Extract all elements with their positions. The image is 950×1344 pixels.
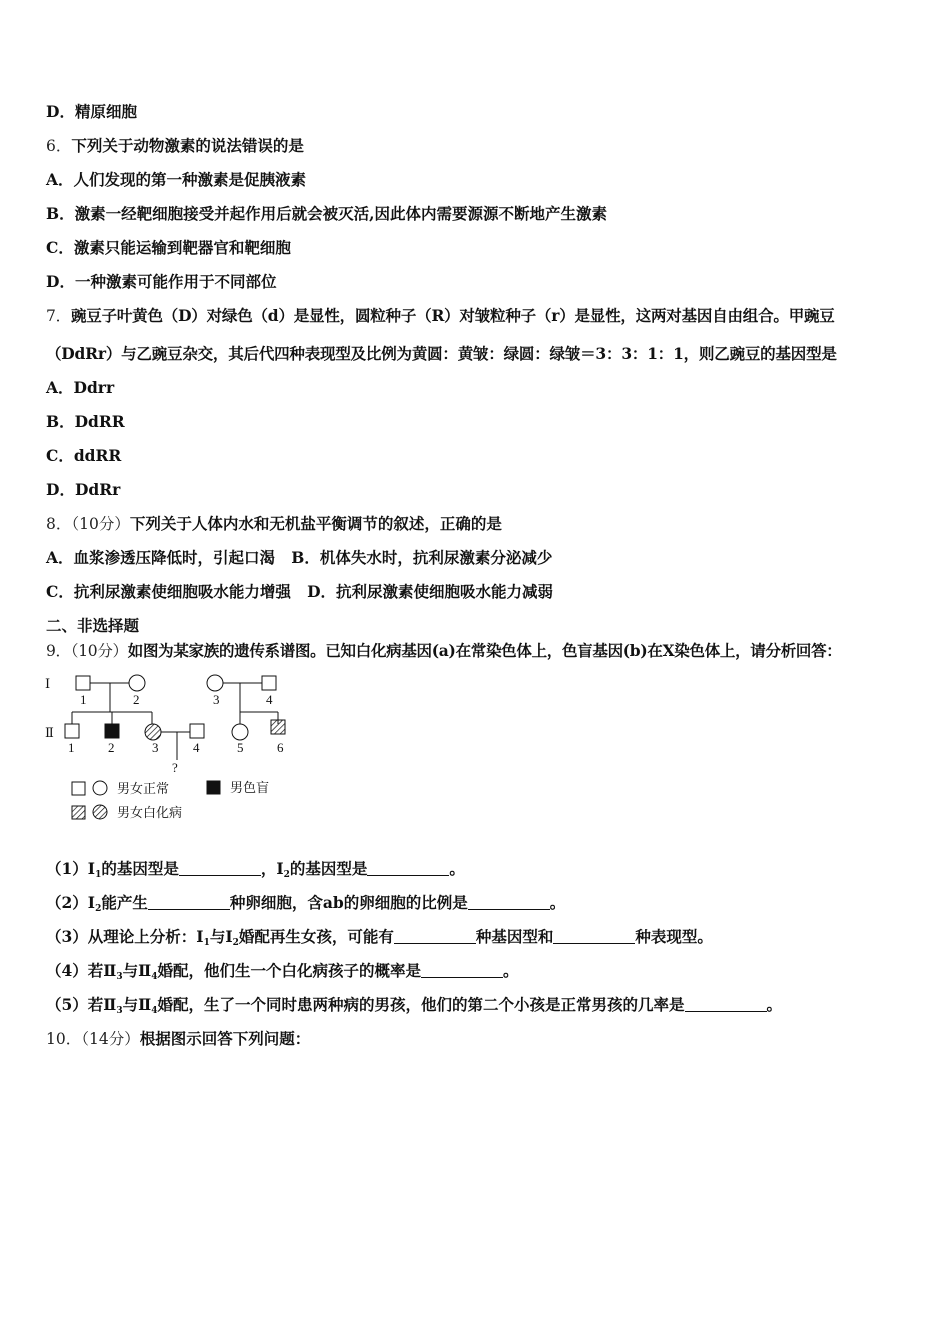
gen1-id-3: 3 bbox=[213, 692, 220, 707]
unknown-child-marker: ? bbox=[172, 760, 178, 775]
q9-part-2: $(2)Ⅰ_2$能产生 种卵细胞，含ab的卵细胞的比例是 。 bbox=[46, 893, 566, 914]
q8-stem: 8．（10分）下列关于人体内水和无机盐平衡调节的叙述，正确的是 bbox=[46, 514, 502, 533]
q7-option-b: B．DdRR bbox=[46, 412, 125, 431]
legend-colorblind-label: 男色盲 bbox=[230, 780, 270, 795]
section-title: 二、非选择题 bbox=[46, 616, 140, 635]
answer-blank[interactable] bbox=[468, 895, 550, 910]
legend-albinism-female bbox=[93, 805, 107, 819]
gen2-id-2: 2 bbox=[108, 740, 115, 755]
legend-albinism-label: 男女白化病 bbox=[117, 805, 183, 820]
legend-normal-male bbox=[72, 782, 85, 795]
gen2-id-3: 3 bbox=[152, 740, 159, 755]
gen2-male-2-colorblind bbox=[105, 724, 119, 738]
q6-stem: 6．下列关于动物激素的说法错误的是 bbox=[46, 136, 304, 155]
gen1-female-3 bbox=[207, 675, 223, 691]
gen1-id-4: 4 bbox=[266, 692, 273, 707]
answer-blank[interactable] bbox=[148, 895, 230, 910]
generation-1-label: Ⅰ bbox=[45, 676, 51, 691]
answer-blank[interactable] bbox=[553, 929, 635, 944]
pedigree-chart bbox=[40, 668, 300, 828]
q9-part-3: （3）从理论上分析：$Ⅰ_1$与$Ⅰ_2$婚配再生女孩，可能有 种基因型和 种表现型。 bbox=[46, 927, 713, 948]
answer-blank[interactable] bbox=[367, 861, 449, 876]
gen1-male-4 bbox=[262, 676, 276, 690]
legend-normal-female bbox=[93, 781, 107, 795]
q7-option-a: A．Ddrr bbox=[46, 378, 115, 397]
q6-option-c: C．激素只能运输到靶器官和靶细胞 bbox=[46, 238, 291, 257]
gen1-male-1 bbox=[76, 676, 90, 690]
q6-option-d: D．一种激素可能作用于不同部位 bbox=[46, 272, 277, 291]
gen2-male-1 bbox=[65, 724, 79, 738]
generation-2-label: Ⅱ bbox=[45, 725, 54, 740]
answer-blank[interactable] bbox=[685, 997, 767, 1012]
q8-options-row2: C．抗利尿激素使细胞吸水能力增强 D．抗利尿激素使细胞吸水能力减弱 bbox=[46, 582, 554, 601]
q9-stem: 9．（10分）如图为某家族的遗传系谱图。已知白化病基因(a)在常染色体上，色盲基因(b)在X染色体上，请分析回答： bbox=[46, 641, 842, 660]
q7-stem-line1: 7．豌豆子叶黄色（D）对绿色（d）是显性，圆粒种子（R）对皱粒种子（r）是显性，这两对基因自由组合。甲豌豆 bbox=[46, 306, 835, 325]
gen2-male-6-albinism bbox=[271, 720, 285, 734]
answer-blank[interactable] bbox=[394, 929, 476, 944]
gen2-female-5 bbox=[232, 724, 248, 740]
answer-blank[interactable] bbox=[179, 861, 261, 876]
legend-normal-label: 男女正常 bbox=[117, 781, 170, 796]
gen1-id-1: 1 bbox=[80, 692, 87, 707]
answer-blank[interactable] bbox=[421, 963, 503, 978]
q8-options-row1: A．血浆渗透压降低时，引起口渴 B．机体失水时，抗利尿激素分泌减少 bbox=[46, 548, 553, 567]
q6-option-a: A．人们发现的第一种激素是促胰液素 bbox=[46, 170, 307, 189]
gen1-id-2: 2 bbox=[133, 692, 140, 707]
gen2-id-6: 6 bbox=[277, 740, 284, 755]
q9-part-1: $(1)Ⅰ_1$的基因型是 ，$Ⅰ_2$的基因型是 。 bbox=[46, 859, 465, 880]
gen2-female-3-albinism bbox=[145, 724, 161, 740]
gen2-male-4 bbox=[190, 724, 204, 738]
q7-stem-line2: （DdRr）与乙豌豆杂交，其后代四种表现型及比例为黄圆：黄皱：绿圆：绿皱＝3：3：1：1，则乙豌豆的基因型是 bbox=[46, 344, 837, 363]
gen2-id-5: 5 bbox=[237, 740, 244, 755]
q5-option-d: D．精原细胞 bbox=[46, 102, 137, 121]
gen1-female-2 bbox=[129, 675, 145, 691]
q9-part-4: （4）若$Ⅱ_3$与$Ⅱ_4$婚配，他们生一个白化病孩子的概率是 。 bbox=[46, 961, 519, 982]
legend-albinism-male bbox=[72, 806, 85, 819]
q9-part-5: （5）若$Ⅱ_3$与$Ⅱ_4$婚配，生了一个同时患两种病的男孩，他们的第二个小孩是正常男孩的几率是 。 bbox=[46, 995, 783, 1016]
q6-option-b: B．激素一经靶细胞接受并起作用后就会被灭活,因此体内需要源源不断地产生激素 bbox=[46, 204, 608, 223]
q10-stem: 10．（14分）根据图示回答下列问题： bbox=[46, 1029, 311, 1048]
q7-option-c: C．ddRR bbox=[46, 446, 122, 465]
q7-option-d: D．DdRr bbox=[46, 480, 121, 499]
gen2-id-1: 1 bbox=[68, 740, 75, 755]
legend-colorblind-male bbox=[207, 781, 220, 794]
gen2-id-4: 4 bbox=[193, 740, 200, 755]
